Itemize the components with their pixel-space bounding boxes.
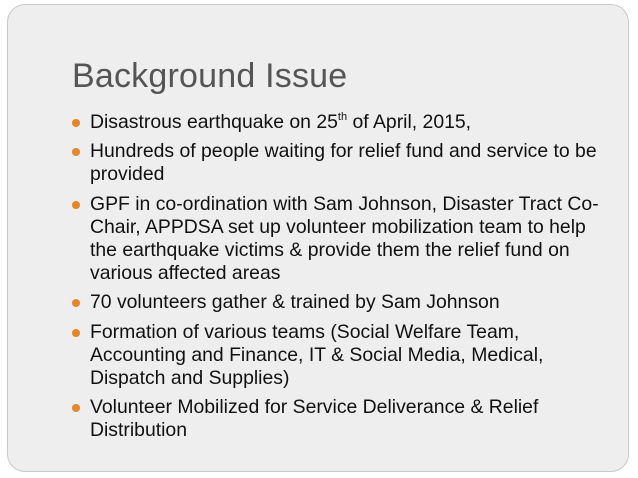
bullet-item (72, 291, 612, 314)
bullet-dot-icon (72, 404, 80, 412)
bullet-item (72, 321, 612, 391)
bullet-dot-icon (72, 299, 80, 307)
bullet-dot-icon (72, 119, 80, 127)
bullet-list (72, 111, 612, 449)
slide-title: Background Issue (72, 57, 348, 95)
bullet-dot-icon (72, 329, 80, 337)
bullet-text (90, 111, 471, 133)
bullet-text: 70 volunteers gather & trained by Sam Johnson (90, 291, 500, 314)
ordinal-suffix: th (337, 111, 348, 123)
bullet-text-part: Disastrous earthquake on 25 (90, 111, 338, 133)
bullet-item (72, 111, 612, 134)
bullet-dot-icon (72, 201, 80, 209)
bullet-text: Volunteer Mobilized for Service Deliverance & Relief Distribution (90, 396, 539, 442)
bullet-text: GPF in co-ordination with Sam Johnson, Disaster Tract Co-Chair, APPDSA set up volunteer mobilization team to help the earthquake victims & provide them the relief fund on various affected areas (90, 192, 599, 285)
bullet-text: Hundreds of people waiting for relief fund and service to be provided (90, 140, 597, 186)
bullet-text: Formation of various teams (Social Welfare Team, Accounting and Finance, IT & Social Media, Medical, Dispatch and Supplies) (90, 320, 544, 390)
bullet-dot-icon (72, 148, 80, 156)
bullet-text-part: of April, 2015, (347, 111, 472, 133)
bullet-item (72, 193, 612, 286)
bullet-item (72, 396, 612, 442)
slide (7, 4, 629, 472)
bullet-item (72, 140, 612, 186)
